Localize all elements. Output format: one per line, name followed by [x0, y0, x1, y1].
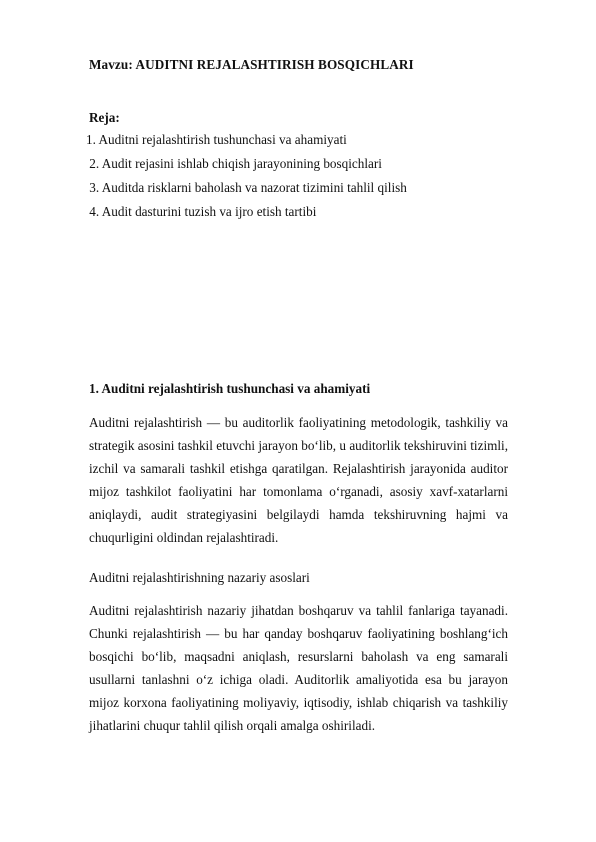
- plan-item: 3. Auditda risklarni baholash va nazorat tizimini tahlil qilish: [86, 180, 407, 195]
- plan-heading: Reja:: [89, 110, 120, 125]
- plan-item: 2. Audit rejasini ishlab chiqish jarayonining bosqichlari: [86, 156, 382, 171]
- document-title: Mavzu: AUDITNI REJALASHTIRISH BOSQICHLARI: [89, 57, 414, 72]
- paragraph: Auditni rejalashtirish nazariy jihatdan boshqaruv va tahlil fanlariga tayanadi. Chunki rejalashtirish — bu har qanday boshqaruv faoliyatining boshlang‘ich bosqichi bo‘lib, maqsadni aniqlash, resurslarni baholash va eng samarali usullarni tanlashni o‘z ichiga oladi. Auditorlik amaliyotida esa bu jarayon mijoz korxona faoliyatining moliyaviy, iqtisodiy, ishlab chiqarish va tashkiliy jihatlarini chuqur tahlil qilish orqali amalga oshiriladi.: [89, 603, 508, 733]
- subheading: Auditni rejalashtirishning nazariy asoslari: [89, 570, 310, 585]
- plan-item: 4. Audit dasturini tuzish va ijro etish tartibi: [86, 204, 317, 219]
- paragraph: Auditni rejalashtirish — bu auditorlik faoliyatining metodologik, tashkiliy va strategik asosini tashkil etuvchi jarayon bo‘lib, u auditorlik tekshiruvini tizimli, izchil va samarali tashkil etishga qaratilgan. Rejalashtirish jarayonida auditor mijoz tashkilot faoliyatini har tomonlama o‘rganadi, asosiy xavf-xatarlarni aniqlaydi, audit strategiyasini belgilaydi hamda tekshiruvning hajmi va chuqurligini oldindan rejalashtiradi.: [89, 415, 508, 545]
- section-heading: 1. Auditni rejalashtirish tushunchasi va ahamiyati: [89, 381, 371, 396]
- plan-item: 1. Auditni rejalashtirish tushunchasi va ahamiyati: [86, 132, 347, 147]
